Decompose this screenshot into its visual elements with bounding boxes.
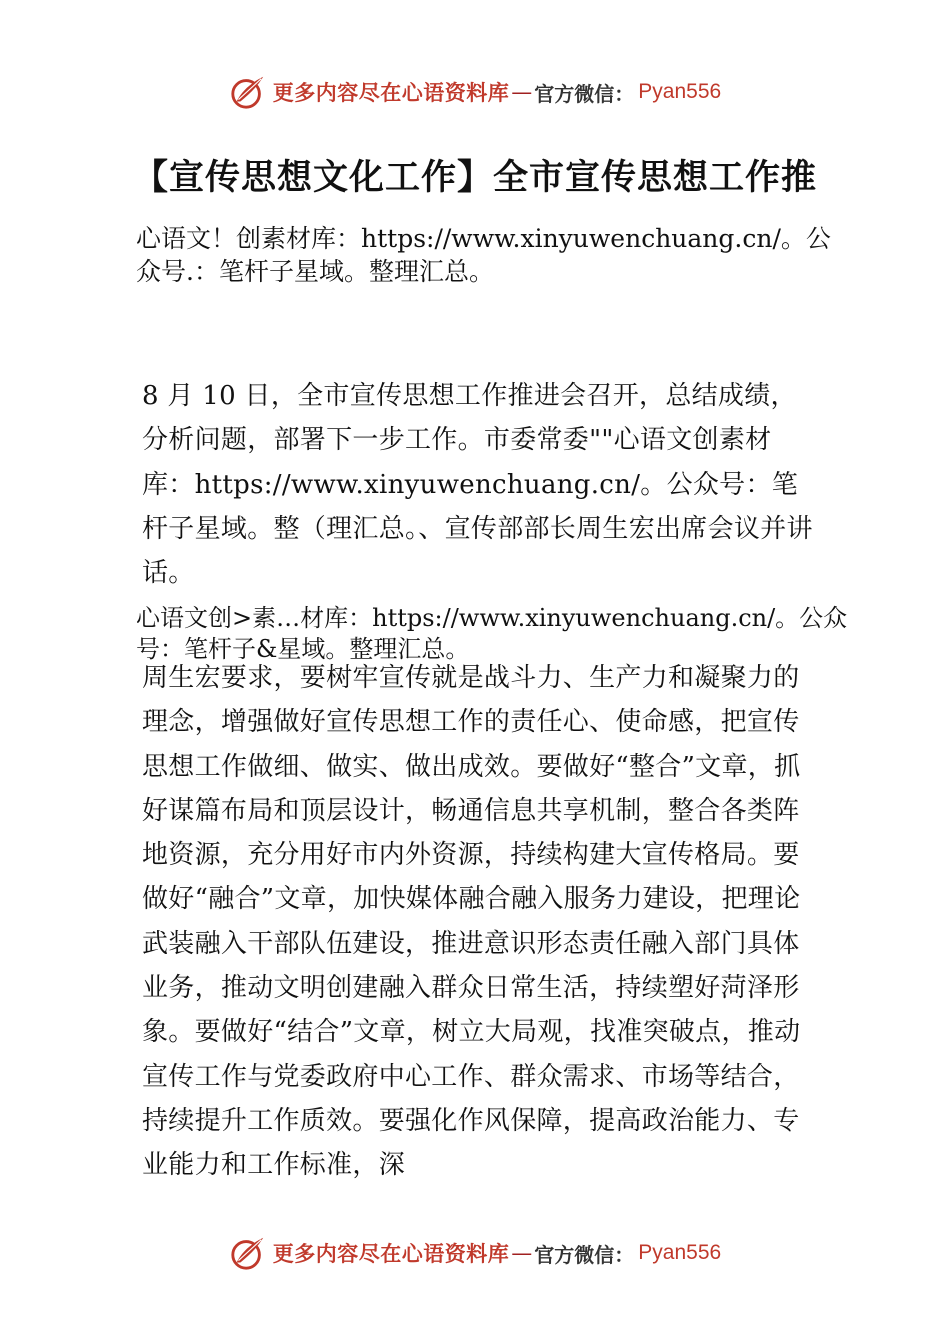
wechat-id: Pyan556 (638, 80, 722, 103)
paragraph: 周生宏要求，要树牢宣传就是战斗力、生产力和凝聚力的理念，增强做好宣传思想工作的责任心、使命感，把宣传思想工作做细、做实、做出成效。要做好“整合”文章，抓好谋篇布局和顶层设计，畅通信息共享机制，整合各类阵地资源，充分用好市内外资源，持续构建大宣传格局。要做好“融合”文章，加快媒体融合融入服务力建设，把理论武装融入干部队伍建设，推进意识形态责任融入部门具体业务，推动文明创建融入群众日常生活，持续塑好菏泽形象。要做好“结合”文章，树立大局观，找准突破点，推动宣传工作与党委政府中心工作、群众需求、市场等结合，持续提升工作质效。要强化作风保障，提高政治能力、专业能力和工作标准，深 (142, 663, 801, 1181)
feather-logo-icon (229, 1234, 267, 1272)
feather-logo-icon (229, 73, 267, 111)
header-banner (0, 70, 950, 114)
source-note: 心语文创>素…材库：https://www.xinyuwenchuang.cn/。公众号：笔杆子&星域。整理汇总。 (136, 604, 848, 663)
footer-banner (0, 1231, 950, 1275)
wechat-label: 官方微信： (534, 81, 635, 106)
wechat-id: Pyan556 (638, 1241, 722, 1264)
wechat-label: 官方微信： (534, 1242, 635, 1267)
source-note: 心语文！创素材库：https://www.xinyuwenchuang.cn/。公众号.：笔杆子星域。整理汇总。 (136, 224, 831, 286)
banner-text: 更多内容尽在心语资料库 (272, 81, 510, 105)
banner-dash: — (511, 1241, 533, 1265)
banner-text: 更多内容尽在心语资料库 (272, 1242, 510, 1266)
document-title: 【宣传思想文化工作】全市宣传思想工作推 (132, 158, 817, 198)
banner-dash: — (511, 80, 533, 104)
paragraph: 8 月 10 日，全市宣传思想工作推进会召开，总结成绩， 分析问题，部署下一步工作。市委常委""心语文创素材库：https://www.xinyuwenchuang.cn/。公众号：笔杆子星域。整（理汇总。、宣传部部长周生宏出席会议并讲话。 (142, 381, 813, 589)
